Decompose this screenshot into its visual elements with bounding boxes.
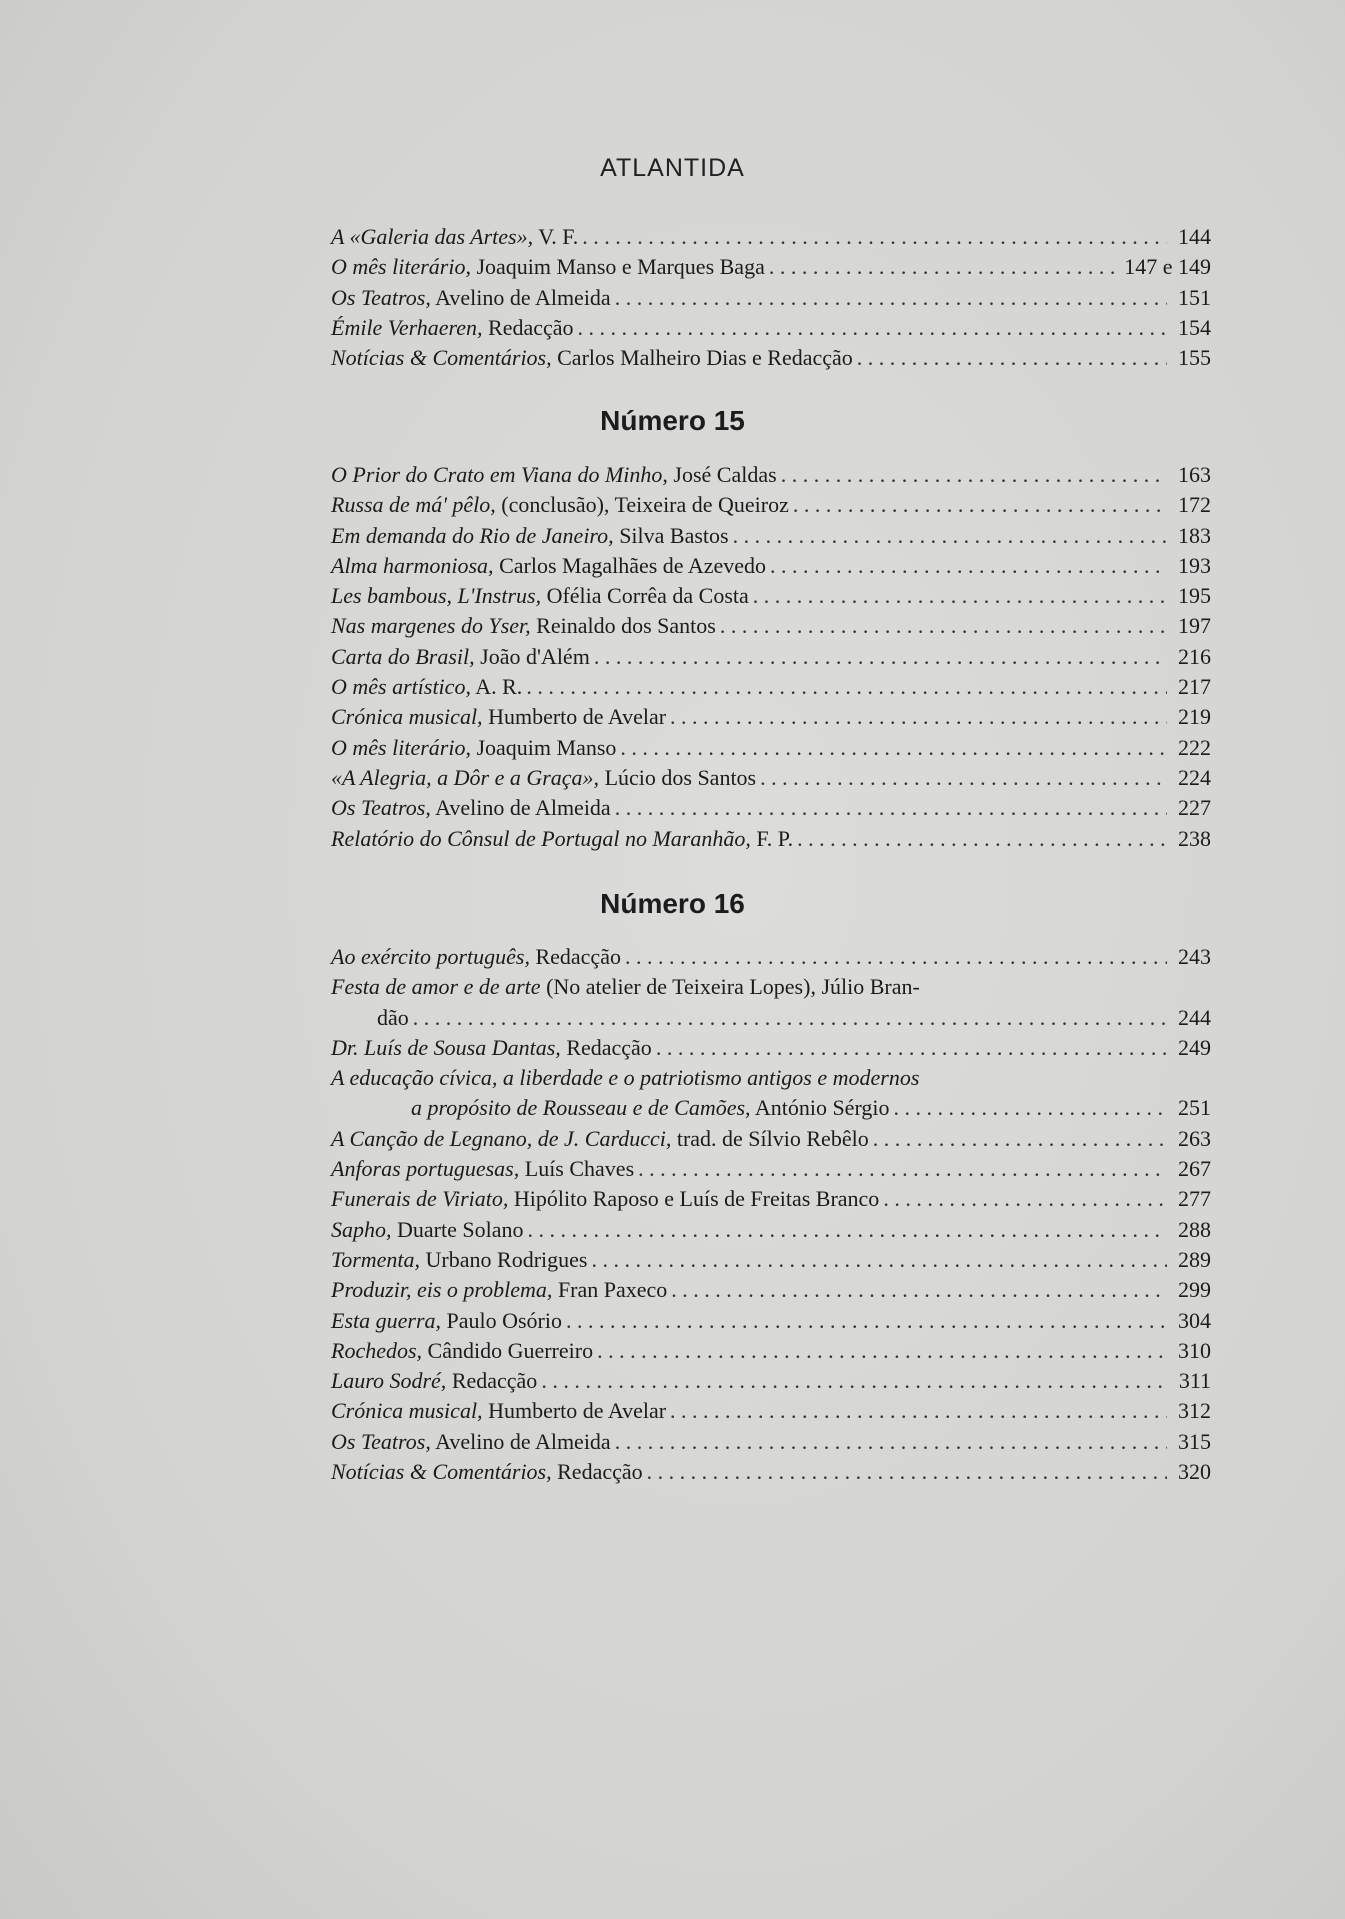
entry-title: Rochedos, xyxy=(331,1337,423,1363)
dot-leader xyxy=(615,793,1167,823)
entry-page: 243 xyxy=(1178,944,1211,969)
dot-leader xyxy=(670,1396,1167,1426)
toc-entry xyxy=(331,252,1211,282)
entry-page: 289 xyxy=(1178,1246,1211,1272)
entry-title: A Canção de Legnano, de J. Carducci, xyxy=(331,1125,672,1151)
entry-title: Dr. Luís de Sousa Dantas, xyxy=(331,1034,561,1060)
entry-author: Ofélia Corrêa da Costa xyxy=(541,583,749,609)
entry-page: 217 xyxy=(1178,674,1211,700)
dot-leader xyxy=(591,1245,1167,1275)
toc-entry xyxy=(331,1033,1211,1063)
entry-title: O Prior do Crato em Viana do Minho, xyxy=(331,462,668,487)
entry-text xyxy=(331,313,574,343)
entry-author: Redacção xyxy=(551,1459,643,1485)
toc-entry xyxy=(331,1154,1211,1184)
dot-leader xyxy=(578,313,1167,343)
toc-entry xyxy=(331,343,1211,373)
entry-author: Silva Bastos xyxy=(613,522,729,548)
entry-text xyxy=(331,1366,537,1396)
entry-text xyxy=(331,1093,890,1123)
entry-text xyxy=(331,460,777,490)
entry-text xyxy=(331,1154,634,1184)
entry-title: Esta guerra, xyxy=(331,1307,441,1333)
entry-text xyxy=(331,222,578,252)
toc-entry xyxy=(331,283,1211,313)
entry-title: Alma harmoniosa, xyxy=(331,552,494,578)
entry-text xyxy=(331,1457,643,1487)
entry-title: Carta do Brasil, xyxy=(331,643,475,669)
toc-entry xyxy=(331,1427,1211,1457)
entry-title: Funerais de Viriato, xyxy=(331,1186,509,1212)
toc-entry xyxy=(331,642,1211,672)
section-heading-16: Número 16 xyxy=(600,888,745,919)
entry-page: 195 xyxy=(1178,583,1211,609)
dot-leader xyxy=(894,1093,1168,1123)
entry-text xyxy=(331,642,590,672)
entry-author: José Caldas xyxy=(667,462,777,487)
entry-text xyxy=(331,1245,587,1275)
entry-title: O mês literário, xyxy=(331,734,471,760)
entry-title: O mês artístico, xyxy=(331,674,471,700)
entry-text xyxy=(331,733,616,763)
toc-entry xyxy=(331,521,1211,551)
toc-entry xyxy=(331,611,1211,641)
toc-entry xyxy=(331,763,1211,793)
toc-entry xyxy=(331,1336,1211,1366)
entry-author: Carlos Magalhães de Azevedo xyxy=(493,552,767,578)
dot-leader xyxy=(857,343,1167,373)
entry-page: 216 xyxy=(1178,643,1211,669)
entry-title: a propósito de Rousseau e de Camões, xyxy=(411,1095,751,1121)
toc-entry xyxy=(331,1184,1211,1214)
entry-page: 249 xyxy=(1178,1034,1211,1060)
entry-title: Os Teatros, xyxy=(331,795,431,821)
entry-text xyxy=(331,793,611,823)
entry-title: Crónica musical, xyxy=(331,1398,483,1424)
entry-author: A. R. xyxy=(470,674,523,700)
toc-block-16 xyxy=(331,942,1211,1487)
dot-leader xyxy=(566,1306,1167,1336)
entry-page: 151 xyxy=(1178,284,1211,310)
entry-author: Cândido Guerreiro xyxy=(422,1337,594,1363)
toc-entry-continuation xyxy=(331,1003,1211,1033)
toc-entry xyxy=(331,702,1211,732)
entry-text xyxy=(331,1033,652,1063)
entry-page: 147 e 149 xyxy=(1124,254,1211,280)
dot-leader xyxy=(670,702,1167,732)
entry-text xyxy=(331,824,793,854)
entry-page: 288 xyxy=(1178,1216,1211,1242)
entry-title: Nas margenes do Yser, xyxy=(331,613,531,639)
entry-text xyxy=(331,763,756,793)
entry-title: Notícias & Comentários, xyxy=(331,345,552,371)
entry-author: Joaquim Manso e Marques Baga xyxy=(470,254,765,280)
entry-page: 277 xyxy=(1178,1186,1211,1212)
entry-title: Relatório do Cônsul de Portugal no Maranhão, xyxy=(331,825,751,851)
dot-leader xyxy=(733,521,1167,551)
entry-text xyxy=(331,702,666,732)
toc-entry xyxy=(331,1457,1211,1487)
toc-entry xyxy=(331,824,1211,854)
toc-entry xyxy=(331,1396,1211,1426)
entry-title: Russa de má' pêlo, xyxy=(331,492,496,518)
dot-leader xyxy=(760,763,1167,793)
toc-entry xyxy=(331,1275,1211,1305)
entry-title: A «Galeria das Artes», xyxy=(331,224,534,249)
toc-entry xyxy=(331,1215,1211,1245)
entry-page: 163 xyxy=(1178,462,1211,487)
toc-entry-wrapped-line xyxy=(331,972,1211,1002)
entry-author: Paulo Osório xyxy=(441,1307,562,1333)
dot-leader xyxy=(873,1124,1167,1154)
entry-author: João d'Além xyxy=(474,643,590,669)
toc-entry xyxy=(331,581,1211,611)
entry-page: 183 xyxy=(1178,522,1211,548)
dot-leader xyxy=(582,222,1167,252)
entry-page: 263 xyxy=(1178,1125,1211,1151)
entry-author: V. F. xyxy=(533,224,579,249)
dot-leader xyxy=(597,1336,1167,1366)
toc-entry-continuation xyxy=(331,1093,1211,1123)
entry-title: Lauro Sodré, xyxy=(331,1368,447,1394)
section-heading-15: Número 15 xyxy=(600,405,745,436)
entry-title: O mês literário, xyxy=(331,254,471,280)
dot-leader xyxy=(781,460,1167,490)
dot-leader xyxy=(883,1184,1167,1214)
entry-title: Émile Verhaeren, xyxy=(331,314,483,340)
entry-page: 144 xyxy=(1178,224,1211,249)
entry-author: Urbano Rodrigues xyxy=(420,1246,588,1272)
entry-author: Avelino de Almeida xyxy=(430,795,611,821)
entry-text xyxy=(331,581,749,611)
dot-leader xyxy=(638,1154,1167,1184)
entry-text xyxy=(331,551,766,581)
entry-page: 172 xyxy=(1178,492,1211,518)
entry-text xyxy=(331,521,729,551)
toc-entry xyxy=(331,1366,1211,1396)
entry-title: Os Teatros, xyxy=(331,1428,431,1454)
entry-text xyxy=(331,1396,666,1426)
entry-page: 227 xyxy=(1178,795,1211,821)
dot-leader xyxy=(541,1366,1167,1396)
entry-page: 224 xyxy=(1178,764,1211,790)
entry-page: 154 xyxy=(1178,314,1211,340)
entry-author: Fran Paxeco xyxy=(552,1277,668,1303)
entry-author: (conclusão), Teixeira de Queiroz xyxy=(495,492,789,518)
entry-text xyxy=(331,672,522,702)
dot-leader xyxy=(615,283,1167,313)
running-head: ATLANTIDA xyxy=(600,154,745,182)
entry-text xyxy=(331,1124,869,1154)
entry-page: 311 xyxy=(1178,1368,1211,1394)
entry-text xyxy=(331,1275,667,1305)
entry-text xyxy=(331,942,621,972)
toc-entry xyxy=(331,1124,1211,1154)
dot-leader xyxy=(720,611,1167,641)
entry-author: Avelino de Almeida xyxy=(430,284,611,310)
dot-leader xyxy=(753,581,1167,611)
entry-title: Crónica musical, xyxy=(331,704,483,730)
entry-title: Tormenta, xyxy=(331,1246,421,1272)
entry-text xyxy=(331,972,920,1002)
dot-leader xyxy=(620,733,1167,763)
entry-author: Hipólito Raposo e Luís de Freitas Branco xyxy=(508,1186,880,1212)
dot-leader xyxy=(770,551,1167,581)
entry-text xyxy=(331,1306,562,1336)
dot-leader xyxy=(615,1427,1167,1457)
entry-title: Anforas portuguesas, xyxy=(331,1156,520,1182)
entry-author: trad. de Sílvio Rebêlo xyxy=(671,1125,869,1151)
dot-leader xyxy=(594,642,1167,672)
entry-text xyxy=(331,1215,523,1245)
entry-author: Redacção xyxy=(482,314,574,340)
entry-text xyxy=(331,1184,879,1214)
entry-text xyxy=(331,1336,593,1366)
toc-entry xyxy=(331,222,1211,252)
entry-author: Humberto de Avelar xyxy=(482,1398,667,1424)
entry-page: 299 xyxy=(1178,1277,1211,1303)
entry-page: 219 xyxy=(1178,704,1211,730)
toc-entry xyxy=(331,793,1211,823)
toc-entry xyxy=(331,313,1211,343)
toc-entry xyxy=(331,490,1211,520)
toc-entry xyxy=(331,733,1211,763)
dot-leader xyxy=(793,490,1167,520)
toc-entry xyxy=(331,942,1211,972)
toc-entry xyxy=(331,1306,1211,1336)
entry-author: Avelino de Almeida xyxy=(430,1428,611,1454)
entry-text xyxy=(331,611,716,641)
entry-text: dão xyxy=(377,1004,409,1030)
entry-page: 244 xyxy=(1178,1004,1211,1030)
entry-author: Duarte Solano xyxy=(391,1216,524,1242)
entry-page: 251 xyxy=(1178,1095,1211,1121)
entry-text xyxy=(331,343,853,373)
entry-title: Notícias & Comentários, xyxy=(331,1459,552,1485)
entry-page: 304 xyxy=(1178,1307,1211,1333)
toc-entry-wrapped-line xyxy=(331,1063,1211,1093)
dot-leader xyxy=(526,672,1167,702)
toc-entry xyxy=(331,460,1211,490)
entry-text xyxy=(331,1427,611,1457)
dot-leader xyxy=(413,1003,1167,1033)
toc-entry xyxy=(331,551,1211,581)
entry-title: Les bambous, L'Instrus, xyxy=(331,583,542,609)
entry-page: 312 xyxy=(1178,1398,1211,1424)
entry-page: 267 xyxy=(1178,1156,1211,1182)
entry-page: 315 xyxy=(1178,1428,1211,1454)
toc-list-16 xyxy=(331,1124,1211,1488)
dot-leader xyxy=(769,252,1120,282)
toc-entry xyxy=(331,672,1211,702)
entry-author: António Sérgio xyxy=(750,1095,890,1121)
entry-text xyxy=(331,490,789,520)
dot-leader xyxy=(647,1457,1167,1487)
entry-title: Festa de amor e de arte xyxy=(331,974,541,1000)
dot-leader xyxy=(625,942,1167,972)
toc-block-15 xyxy=(331,460,1211,854)
entry-page: 310 xyxy=(1178,1337,1211,1363)
entry-page: 155 xyxy=(1178,345,1211,371)
toc-block-top xyxy=(331,222,1211,373)
toc-entry xyxy=(331,1245,1211,1275)
dot-leader xyxy=(527,1215,1167,1245)
entry-author: Luís Chaves xyxy=(519,1156,635,1182)
entry-author: F. P. xyxy=(750,825,794,851)
dot-leader xyxy=(656,1033,1167,1063)
entry-author: Carlos Malheiro Dias e Redacção xyxy=(551,345,853,371)
entry-author: Reinaldo dos Santos xyxy=(530,613,716,639)
entry-author: Joaquim Manso xyxy=(470,734,617,760)
entry-author: Redacção xyxy=(560,1034,652,1060)
entry-author: Lúcio dos Santos xyxy=(599,764,757,790)
dot-leader xyxy=(671,1275,1167,1305)
entry-text xyxy=(331,283,611,313)
entry-author: Humberto de Avelar xyxy=(482,704,667,730)
entry-text xyxy=(331,252,765,282)
entry-title: A educação cívica, a liberdade e o patriotismo antigos e modernos xyxy=(331,1065,920,1091)
entry-author: Redacção xyxy=(529,944,621,969)
entry-title: Produzir, eis o problema, xyxy=(331,1277,553,1303)
entry-author: (No atelier de Teixeira Lopes), Júlio Bran- xyxy=(540,974,920,1000)
entry-title: Ao exército português, xyxy=(331,944,530,969)
entry-title: Os Teatros, xyxy=(331,284,431,310)
entry-page: 193 xyxy=(1178,552,1211,578)
entry-title: «A Alegria, a Dôr e a Graça», xyxy=(331,764,600,790)
entry-title: Em demanda do Rio de Janeiro, xyxy=(331,522,614,548)
entry-page: 197 xyxy=(1178,613,1211,639)
entry-page: 320 xyxy=(1178,1459,1211,1485)
dot-leader xyxy=(797,824,1167,854)
entry-page: 222 xyxy=(1178,734,1211,760)
entry-title: Sapho, xyxy=(331,1216,392,1242)
entry-page: 238 xyxy=(1178,825,1211,851)
entry-author: Redacção xyxy=(446,1368,538,1394)
